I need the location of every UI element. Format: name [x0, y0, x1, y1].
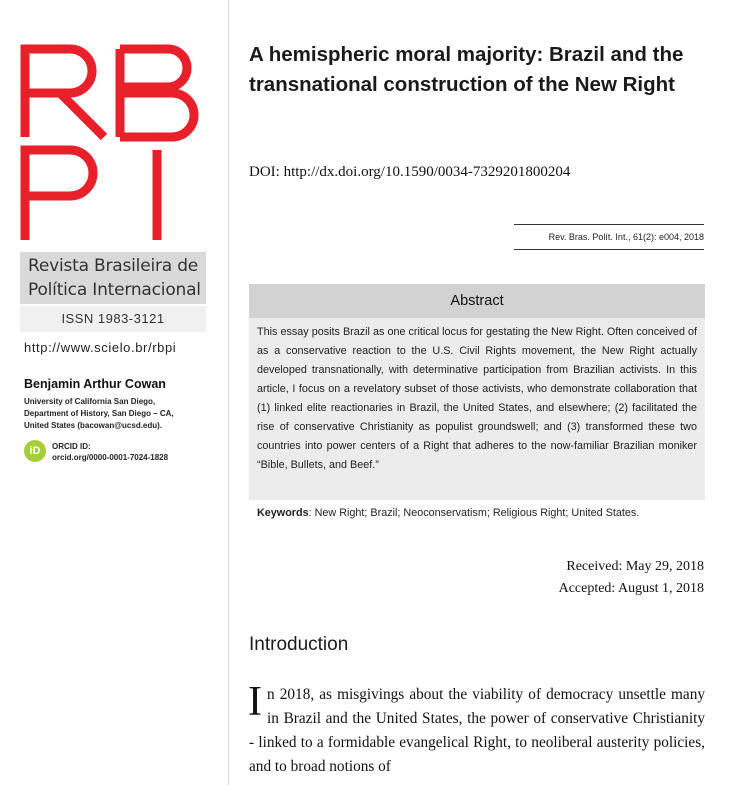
journal-url-link[interactable]: http://www.scielo.br/rbpi [24, 340, 177, 355]
intro-paragraph [248, 679, 705, 779]
received-date: Received: May 29, 2018 [566, 559, 704, 574]
journal-name [20, 252, 206, 304]
orcid-label: ORCID ID: [52, 442, 91, 451]
article-dates [559, 556, 704, 600]
journal-name-line1: Revista Brasileira de [28, 256, 199, 276]
keywords-list: : New Right; Brazil; Neoconservatism; Religious Right; United States. [308, 507, 640, 519]
orcid-text [52, 440, 168, 463]
orcid-block [24, 440, 168, 463]
section-heading-introduction: Introduction [249, 634, 349, 655]
orcid-icon: iD [24, 440, 46, 462]
article-title: A hemispheric moral majority: Brazil and the transnational construction of the New Right [249, 43, 684, 96]
affiliation-line: University of California San Diego, [24, 397, 156, 406]
accepted-date: Accepted: August 1, 2018 [558, 581, 704, 596]
journal-name-line2: Política Internacional [28, 280, 201, 300]
sidebar [0, 0, 229, 785]
orcid-link[interactable]: orcid.org/0000-0001-7024-1828 [52, 453, 169, 462]
author-name: Benjamin Arthur Cowan [24, 377, 166, 391]
author-affiliation [24, 396, 224, 432]
drop-cap: I [248, 679, 262, 725]
abstract-heading: Abstract [249, 284, 705, 318]
abstract-box [249, 284, 705, 500]
keywords-label: Keywords [257, 507, 309, 519]
intro-text: n 2018, as misgivings about the viability of democracy unsettle many in Brazil and the United States, the power of conservative Christianity - linked to a formidable evangelical Right, to neoliberal austerity policies, and to broad notions of [249, 686, 705, 775]
issn: ISSN 1983-3121 [20, 306, 206, 332]
affiliation-line: Department of History, San Diego – CA, [24, 409, 174, 418]
rbpi-logo [20, 44, 205, 242]
doi-link[interactable]: DOI: http://dx.doi.org/10.1590/0034-7329201800204 [249, 164, 571, 180]
keywords [257, 507, 639, 519]
citation: Rev. Bras. Polít. Int., 61(2): e004, 2018 [514, 224, 704, 250]
affiliation-line: United States (bacowan@ucsd.edu). [24, 421, 163, 430]
abstract-text: This essay posits Brazil as one critical locus for gestating the New Right. Often conceived of as a conservative reaction to the U.S. Civil Rights movement, the New Right actually developed transnationally, with determinative participation from Brazilian activists. In this article, I focus on a revelatory subset of those activists, who demonstrate collaboration that (1) linked elite reactionaries in Brazil, the United States, and elsewhere; (2) facilitated the rise of conservative Christianity as populist groundswell; and (3) transformed these two countries into power centers of a Right that adheres to the now-familiar Brazilian moniker “Bible, Bullets, and Beef.” [257, 326, 697, 471]
